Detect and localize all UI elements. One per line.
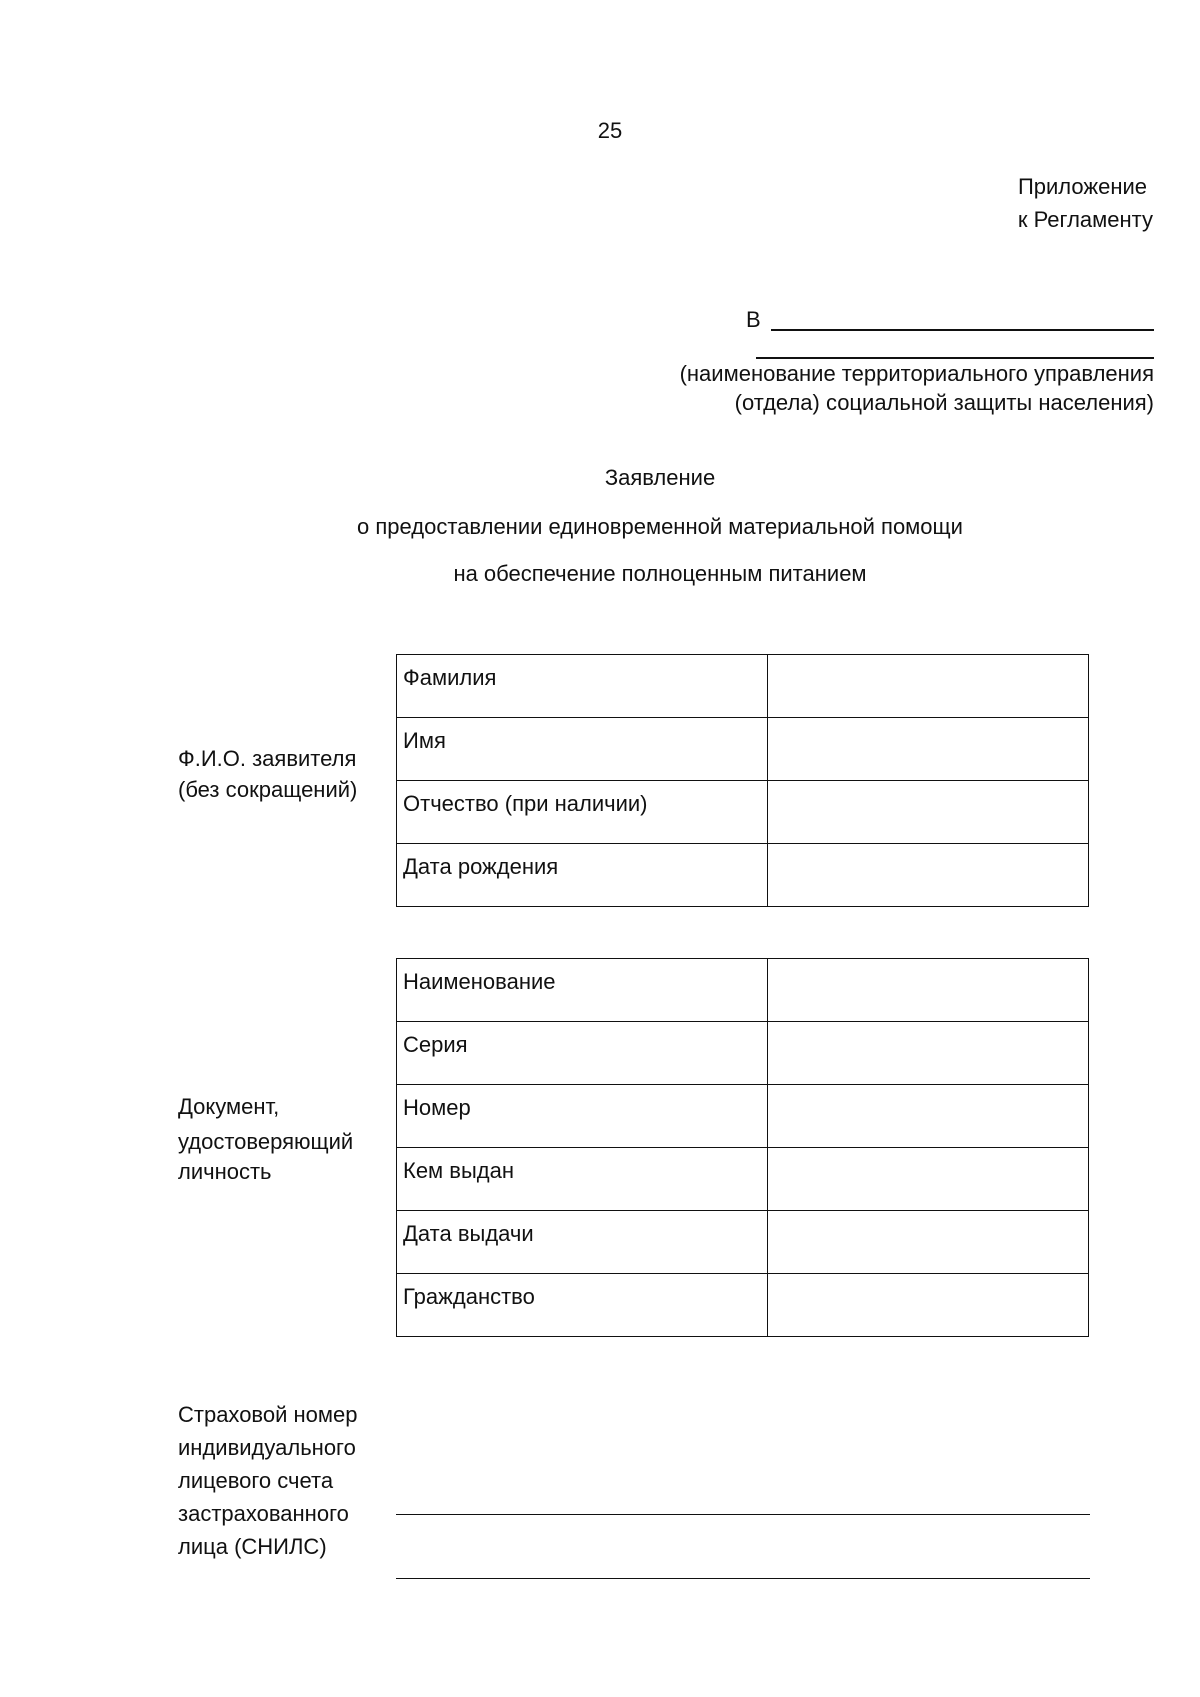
snils-label-line-1: Страховой номер	[178, 1402, 358, 1427]
table-row	[397, 1211, 1089, 1274]
document-title: Заявление	[604, 465, 716, 490]
citizenship-field[interactable]	[768, 1274, 1089, 1337]
snils-label-line-2: индивидуального	[178, 1435, 356, 1460]
table-row	[397, 655, 1089, 718]
addressee-line-2[interactable]	[756, 357, 1154, 359]
table-row	[397, 1274, 1089, 1337]
appendix-line-2: к Регламенту	[1017, 207, 1153, 232]
snils-label-line-5: лица (СНИЛС)	[178, 1534, 327, 1559]
page-number: 25	[597, 118, 623, 143]
document-subtitle-2: на обеспечение полноценным питанием	[453, 561, 867, 586]
name-field[interactable]	[768, 718, 1089, 781]
document-table	[396, 958, 1089, 1337]
document-label-line-2: удостоверяющий	[178, 1128, 354, 1154]
row-label-name: Имя	[397, 718, 768, 781]
applicant-label	[178, 744, 357, 806]
snils-label-line-3: лицевого счета	[178, 1468, 334, 1493]
snils-label-line-4: застрахованного	[178, 1501, 349, 1526]
table-row	[397, 959, 1089, 1022]
table-row	[397, 1022, 1089, 1085]
row-label-doc-name: Наименование	[397, 959, 768, 1022]
appendix-line-1: Приложение	[1017, 174, 1147, 199]
table-row	[397, 718, 1089, 781]
document-label	[178, 1088, 353, 1188]
issue-date-field[interactable]	[768, 1211, 1089, 1274]
birth-date-field[interactable]	[768, 844, 1089, 907]
series-field[interactable]	[768, 1022, 1089, 1085]
table-row	[397, 844, 1089, 907]
table-row	[397, 1085, 1089, 1148]
document-label-line-1: Документ,	[178, 1094, 280, 1119]
issued-by-field[interactable]	[768, 1148, 1089, 1211]
row-label-surname: Фамилия	[397, 655, 768, 718]
applicant-label-line-1: Ф.И.О. заявителя	[178, 746, 357, 771]
row-label-issued-by: Кем выдан	[397, 1148, 768, 1211]
row-label-birth-date: Дата рождения	[397, 844, 768, 907]
applicant-label-line-2: (без сокращений)	[178, 776, 358, 802]
row-label-series: Серия	[397, 1022, 768, 1085]
snils-line-1[interactable]	[396, 1514, 1090, 1515]
number-field[interactable]	[768, 1085, 1089, 1148]
addressee-caption-1: (наименование территориального управления	[679, 361, 1154, 386]
doc-name-field[interactable]	[768, 959, 1089, 1022]
row-label-patronymic: Отчество (при наличии)	[397, 781, 768, 844]
surname-field[interactable]	[768, 655, 1089, 718]
row-label-citizenship: Гражданство	[397, 1274, 768, 1337]
table-row	[397, 781, 1089, 844]
row-label-number: Номер	[397, 1085, 768, 1148]
patronymic-field[interactable]	[768, 781, 1089, 844]
addressee-caption-2: (отдела) социальной защиты населения)	[734, 390, 1154, 415]
addressee-line-1[interactable]	[771, 329, 1154, 331]
applicant-table	[396, 654, 1089, 907]
row-label-issue-date: Дата выдачи	[397, 1211, 768, 1274]
document-subtitle-1: о предоставлении единовременной материальной помощи	[357, 514, 963, 539]
table-row	[397, 1148, 1089, 1211]
addressee-prefix: В	[746, 307, 761, 332]
snils-line-2[interactable]	[396, 1578, 1090, 1579]
document-label-line-3: личность	[178, 1159, 272, 1185]
snils-label	[178, 1398, 357, 1563]
